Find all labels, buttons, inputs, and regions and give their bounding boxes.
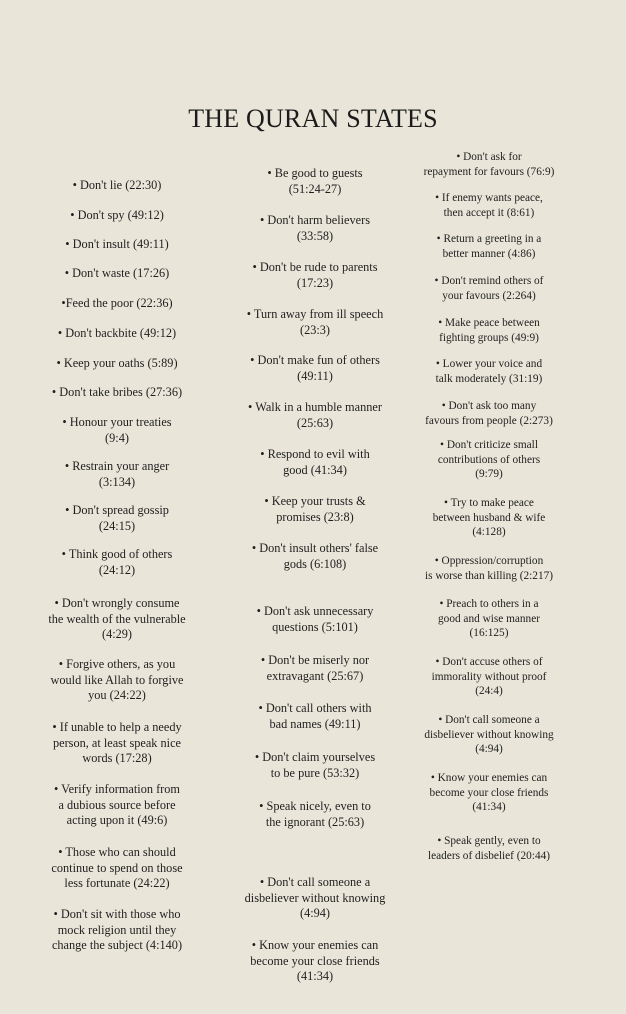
list-item: • Don't claim yourselves to be pure (53:32): [254, 750, 376, 780]
list-item: • Don't ask too many favours from people (2:273): [425, 400, 553, 427]
list-item: • If enemy wants peace, then accept it (8:61): [435, 192, 543, 219]
list-item: • Don't ask unnecessary questions (5:101): [256, 604, 374, 634]
list-item: • Don't wrongly consume the wealth of the vulnerable (4:29): [48, 596, 186, 641]
list-item: • Those who can should continue to spend on those less fortunate (24:22): [51, 845, 183, 890]
list-item: • Don't ask for repayment for favours (76:9): [423, 151, 555, 178]
page-title: THE QURAN STATES: [188, 104, 438, 133]
list-item: • Don't be rude to parents (17:23): [252, 260, 378, 290]
list-item: • Oppression/corruption is worse than killing (2:217): [424, 555, 554, 582]
list-item: • Don't spread gossip (24:15): [65, 503, 169, 533]
list-item: • Speak gently, even to leaders of disbelief (20:44): [427, 835, 551, 862]
list-item: • Don't insult (49:11): [65, 237, 169, 251]
list-item: • Keep your oaths (5:89): [56, 356, 178, 370]
list-item: • Lower your voice and talk moderately (31:19): [435, 358, 543, 385]
list-item: • Don't waste (17:26): [64, 266, 170, 280]
list-item: • Think good of others (24:12): [61, 547, 173, 577]
list-item: • Keep your trusts & promises (23:8): [264, 494, 366, 524]
list-item: • Don't call someone a disbeliever without knowing (4:94): [244, 875, 386, 920]
list-item: • Don't harm believers (33:58): [260, 213, 370, 243]
list-item: • Don't lie (22:30): [72, 178, 162, 192]
list-item: • Preach to others in a good and wise manner (16:125): [438, 598, 540, 639]
list-item: • Don't sit with those who mock religion until they change the subject (4:140): [51, 907, 183, 952]
list-item: • Restrain your anger (3:134): [64, 459, 170, 489]
list-item: • Verify information from a dubious source before acting upon it (49:6): [54, 782, 180, 827]
list-item: • Turn away from ill speech (23:3): [246, 307, 384, 337]
list-item: • Don't be miserly nor extravagant (25:67): [260, 653, 370, 683]
list-item: • Don't remind others of your favours (2:264): [434, 275, 544, 302]
list-item: • Don't backbite (49:12): [57, 326, 177, 340]
list-item: • Don't criticize small contributions of others (9:79): [437, 439, 541, 480]
list-item: • Honour your treaties (9:4): [62, 415, 172, 445]
list-item: • Don't insult others' false gods (6:108): [251, 541, 379, 571]
list-item: • Know your enemies can become your close friends (41:34): [250, 938, 380, 983]
list-item: • If unable to help a needy person, at least speak nice words (17:28): [52, 720, 182, 765]
list-item: • Walk in a humble manner (25:63): [248, 400, 382, 430]
list-item: • Respond to evil with good (41:34): [260, 447, 370, 477]
list-item: • Don't make fun of others (49:11): [250, 353, 380, 383]
list-item: • Don't accuse others of immorality without proof (24:4): [431, 656, 547, 697]
list-item: • Know your enemies can become your close friends (41:34): [429, 772, 549, 813]
list-item: • Return a greeting in a better manner (4:86): [436, 233, 542, 260]
list-item: • Make peace between fighting groups (49:9): [438, 317, 540, 344]
list-item: • Don't call others with bad names (49:11): [258, 701, 372, 731]
list-item: • Speak nicely, even to the ignorant (25:63): [259, 799, 371, 829]
list-item: • Be good to guests (51:24-27): [267, 166, 363, 196]
list-item: • Don't call someone a disbeliever without knowing (4:94): [424, 714, 554, 755]
list-item: • Don't take bribes (27:36): [51, 385, 183, 399]
list-item: • Forgive others, as you would like Allah to forgive you (24:22): [50, 657, 184, 702]
list-item: • Try to make peace between husband & wife (4:128): [432, 497, 546, 538]
list-item: • Don't spy (49:12): [70, 208, 164, 222]
list-item: •Feed the poor (22:36): [61, 296, 173, 310]
